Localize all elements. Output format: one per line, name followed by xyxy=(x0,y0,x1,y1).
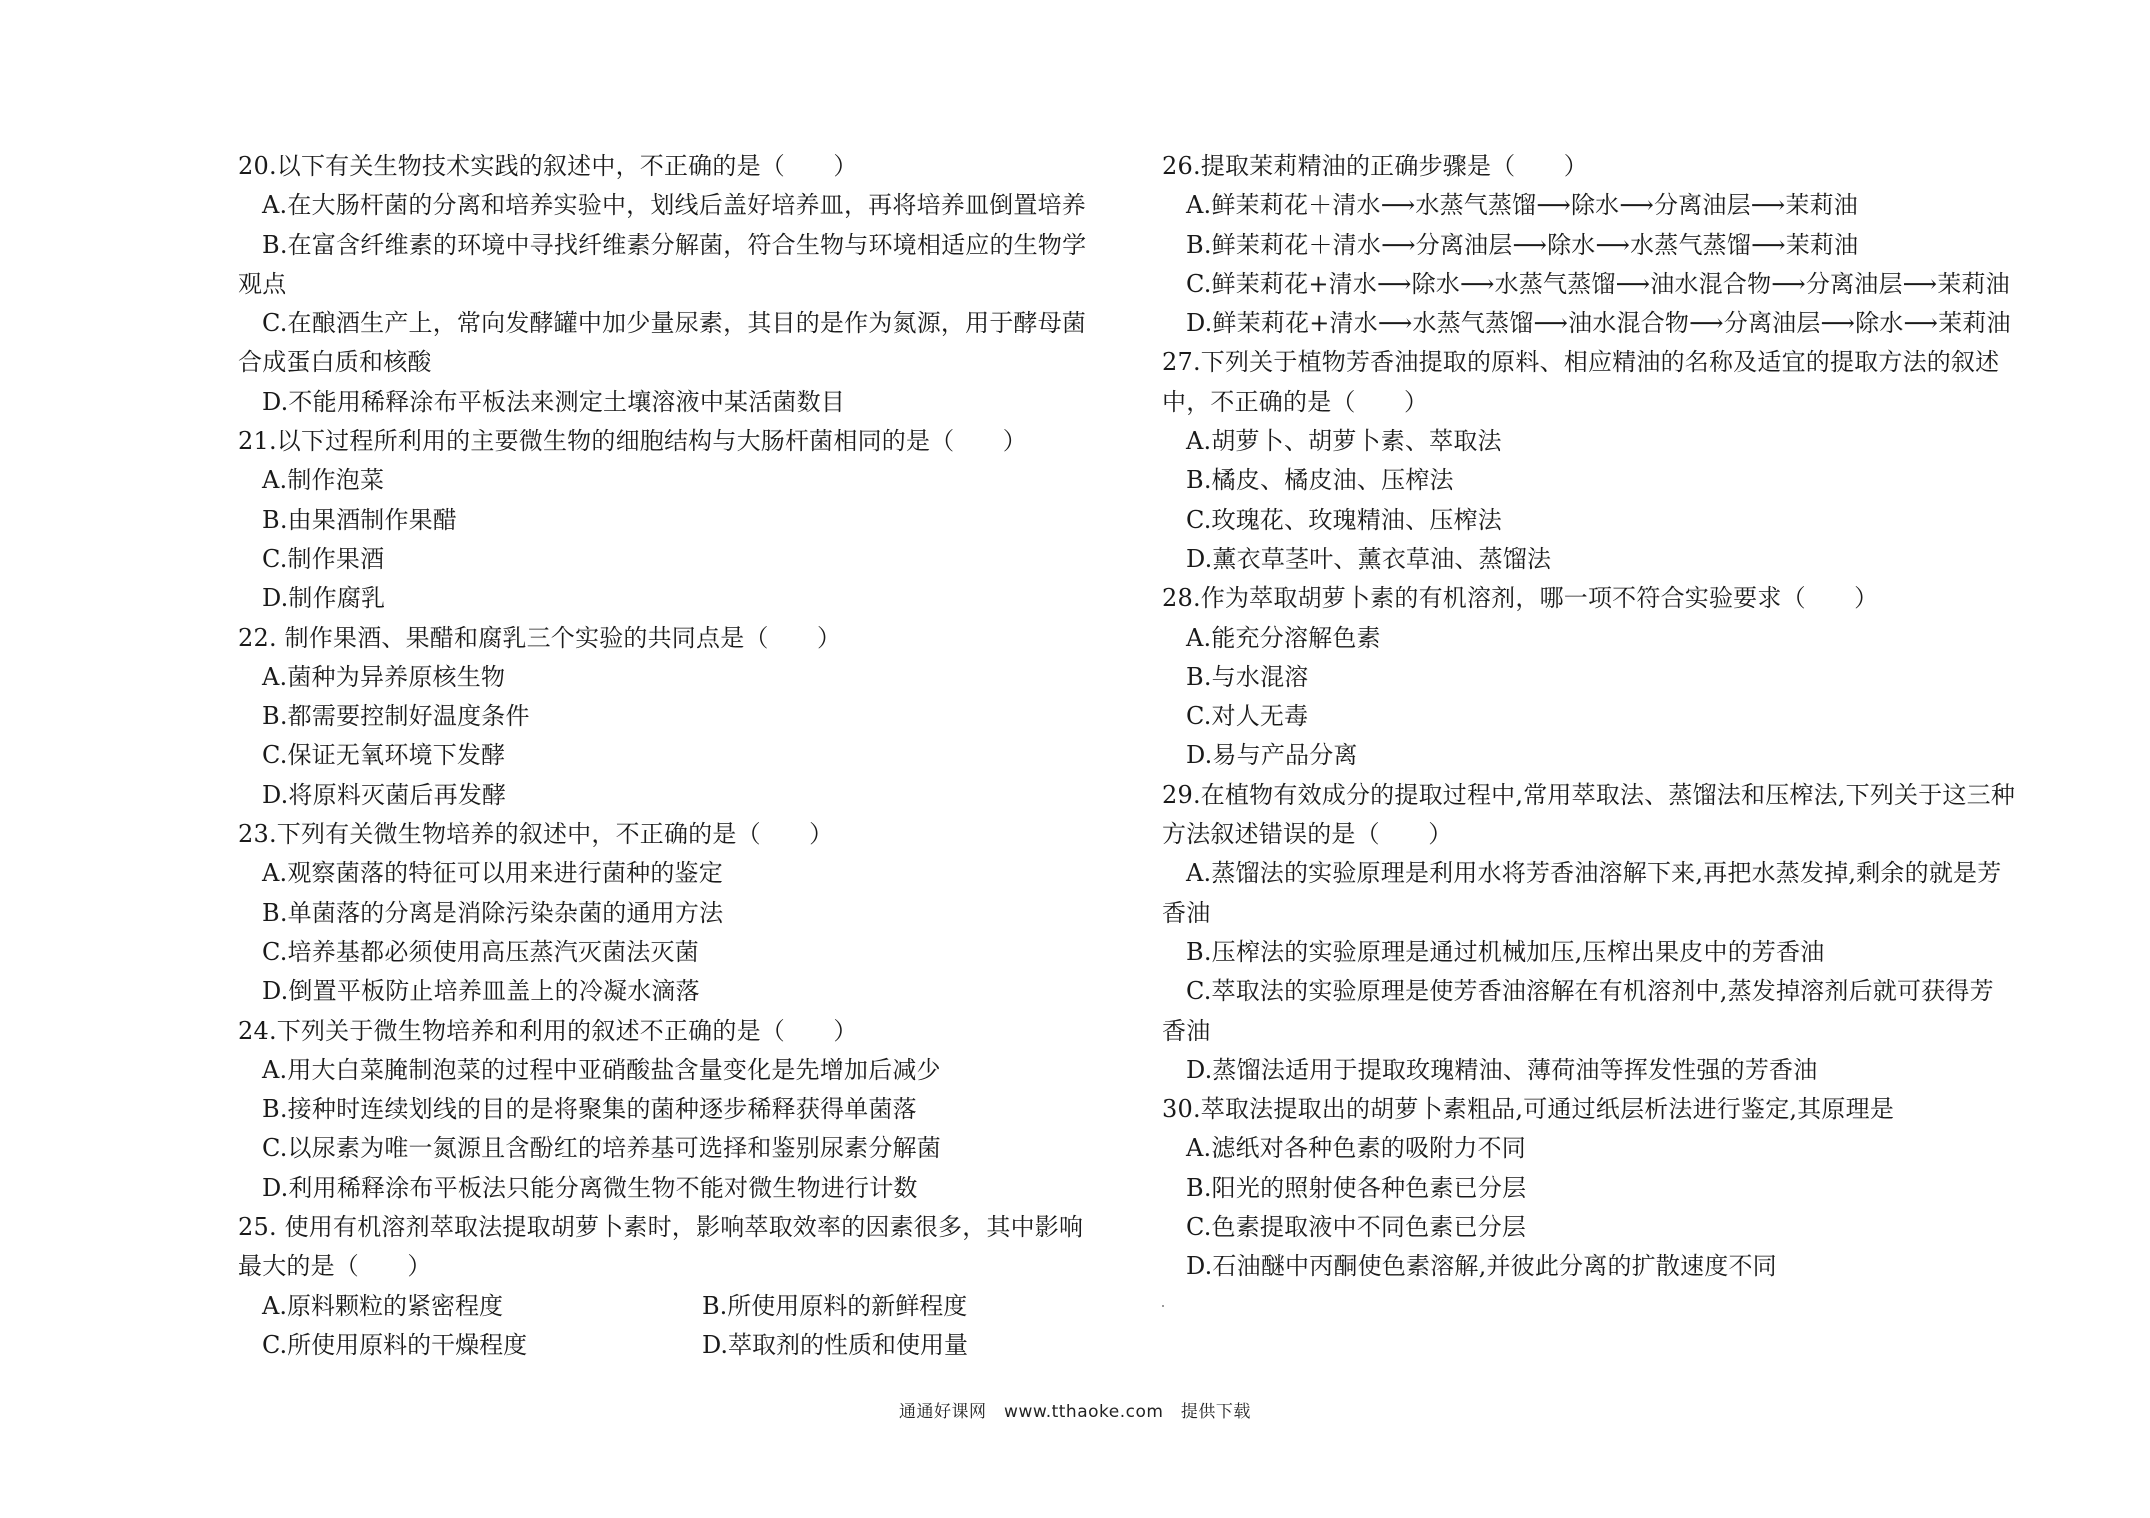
answer-option: C.鲜茉莉花+清水⟶除水⟶水蒸气蒸馏⟶油水混合物⟶分离油层⟶茉莉油 xyxy=(1186,269,2010,298)
text-continuation: 观点 xyxy=(238,269,287,298)
answer-option: D.石油醚中丙酮使色素溶解,并彼此分离的扩散速度不同 xyxy=(1186,1252,1777,1281)
answer-option: D.将原料灭菌后再发酵 xyxy=(262,780,507,809)
answer-option: A.鲜茉莉花＋清水⟶水蒸气蒸馏⟶除水⟶分离油层⟶茉莉油 xyxy=(1186,191,1858,220)
answer-option: D.不能用稀释涂布平板法来测定土壤溶液中某活菌数目 xyxy=(262,387,846,416)
answer-option: A.能充分溶解色素 xyxy=(1186,623,1381,652)
answer-option: A.原料颗粒的紧密程度 xyxy=(262,1291,503,1320)
answer-option: D.倒置平板防止培养皿盖上的冷凝水滴落 xyxy=(262,977,700,1006)
answer-option: D.易与产品分离 xyxy=(1186,741,1358,770)
question-stem: 27.下列关于植物芳香油提取的原料、相应精油的名称及适宜的提取方法的叙述 xyxy=(1162,348,2000,377)
answer-option: A.用大白菜腌制泡菜的过程中亚硝酸盐含量变化是先增加后减少 xyxy=(262,1055,941,1084)
answer-option: C.保证无氧环境下发酵 xyxy=(262,741,506,770)
answer-option: A.观察菌落的特征可以用来进行菌种的鉴定 xyxy=(262,859,723,888)
left-column xyxy=(238,147,1118,1365)
option-row xyxy=(238,1326,1118,1365)
footer-credit: 通通好课网 www.tthaoke.com 提供下载 xyxy=(899,1402,1251,1422)
answer-option: C.培养基都必须使用高压蒸汽灭菌法灭菌 xyxy=(262,937,699,966)
question-stem: 24.下列关于微生物培养和利用的叙述不正确的是（ ） xyxy=(238,1016,858,1045)
answer-option: B.所使用原料的新鲜程度 xyxy=(702,1291,968,1320)
answer-option: C.所使用原料的干燥程度 xyxy=(262,1330,528,1359)
answer-option: D.制作腐乳 xyxy=(262,584,386,613)
answer-option: C.对人无毒 xyxy=(1186,702,1309,731)
question-stem: 29.在植物有效成分的提取过程中,常用萃取法、蒸馏法和压榨法,下列关于这三种 xyxy=(1162,780,2016,809)
answer-option: D.薰衣草茎叶、薰衣草油、蒸馏法 xyxy=(1186,544,1552,573)
answer-option: D.鲜茉莉花+清水⟶水蒸气蒸馏⟶油水混合物⟶分离油层⟶除水⟶茉莉油 xyxy=(1186,309,2011,338)
answer-option: B.阳光的照射使各种色素已分层 xyxy=(1186,1173,1527,1202)
answer-option: B.由果酒制作果醋 xyxy=(262,505,458,534)
text-continuation: 合成蛋白质和核酸 xyxy=(238,348,432,377)
right-column xyxy=(1162,147,2042,1287)
answer-option: C.制作果酒 xyxy=(262,544,385,573)
answer-option: C.以尿素为唯一氮源且含酚红的培养基可选择和鉴别尿素分解菌 xyxy=(262,1134,941,1163)
answer-option: B.橘皮、橘皮油、压榨法 xyxy=(1186,466,1454,495)
question-stem: 25. 使用有机溶剂萃取法提取胡萝卜素时，影响萃取效率的因素很多，其中影响 xyxy=(238,1213,1084,1242)
answer-option: C.色素提取液中不同色素已分层 xyxy=(1186,1213,1527,1242)
answer-option: C.在酿酒生产上，常向发酵罐中加少量尿素，其目的是作为氮源，用于酵母菌 xyxy=(262,309,1087,338)
answer-option: A.胡萝卜、胡萝卜素、萃取法 xyxy=(1186,427,1502,456)
answer-option: A.菌种为异养原核生物 xyxy=(262,662,506,691)
answer-option: D.利用稀释涂布平板法只能分离微生物不能对微生物进行计数 xyxy=(262,1173,918,1202)
answer-option: A.制作泡菜 xyxy=(262,466,385,495)
answer-option: B.都需要控制好温度条件 xyxy=(262,702,530,731)
question-stem: 30.萃取法提取出的胡萝卜素粗品,可通过纸层析法进行鉴定,其原理是 xyxy=(1162,1095,1895,1124)
text-continuation: 最大的是（ ） xyxy=(238,1252,432,1281)
question-stem: 28.作为萃取胡萝卜素的有机溶剂，哪一项不符合实验要求（ ） xyxy=(1162,584,1879,613)
answer-option: D.萃取剂的性质和使用量 xyxy=(702,1330,969,1359)
question-stem: 22. 制作果酒、果醋和腐乳三个实验的共同点是（ ） xyxy=(238,623,842,652)
question-stem: 23.下列有关微生物培养的叙述中，不正确的是（ ） xyxy=(238,820,834,849)
scan-speck xyxy=(1162,1305,1164,1307)
answer-option: A.蒸馏法的实验原理是利用水将芳香油溶解下来,再把水蒸发掉,剩余的就是芳 xyxy=(1186,859,2002,888)
answer-option: B.鲜茉莉花＋清水⟶分离油层⟶除水⟶水蒸气蒸馏⟶茉莉油 xyxy=(1186,230,1859,259)
question-stem: 20.以下有关生物技术实践的叙述中，不正确的是（ ） xyxy=(238,152,858,180)
text-continuation: 中，不正确的是（ ） xyxy=(1162,387,1429,416)
option-row xyxy=(238,1287,1118,1326)
text-continuation: 香油 xyxy=(1162,898,1211,927)
answer-option: B.压榨法的实验原理是通过机械加压,压榨出果皮中的芳香油 xyxy=(1186,937,1825,966)
text-continuation: 香油 xyxy=(1162,1016,1211,1045)
answer-option: D.蒸馏法适用于提取玫瑰精油、薄荷油等挥发性强的芳香油 xyxy=(1186,1055,1818,1084)
answer-option: C.玫瑰花、玫瑰精油、压榨法 xyxy=(1186,505,1502,534)
answer-option: B.单菌落的分离是消除污染杂菌的通用方法 xyxy=(262,898,724,927)
answer-option: A.在大肠杆菌的分离和培养实验中，划线后盖好培养皿，再将培养皿倒置培养 xyxy=(262,191,1086,220)
answer-option: B.在富含纤维素的环境中寻找纤维素分解菌，符合生物与环境相适应的生物学 xyxy=(262,230,1087,259)
answer-option: B.与水混溶 xyxy=(1186,662,1309,691)
question-stem: 21.以下过程所利用的主要微生物的细胞结构与大肠杆菌相同的是（ ） xyxy=(238,427,1027,456)
answer-option: A.滤纸对各种色素的吸附力不同 xyxy=(1186,1134,1526,1163)
text-continuation: 方法叙述错误的是（ ） xyxy=(1162,820,1453,849)
question-stem: 26.提取茉莉精油的正确步骤是（ ） xyxy=(1162,152,1588,180)
answer-option: C.萃取法的实验原理是使芳香油溶解在有机溶剂中,蒸发掉溶剂后就可获得芳 xyxy=(1186,977,1994,1006)
answer-option: B.接种时连续划线的目的是将聚集的菌种逐步稀释获得单菌落 xyxy=(262,1095,917,1124)
